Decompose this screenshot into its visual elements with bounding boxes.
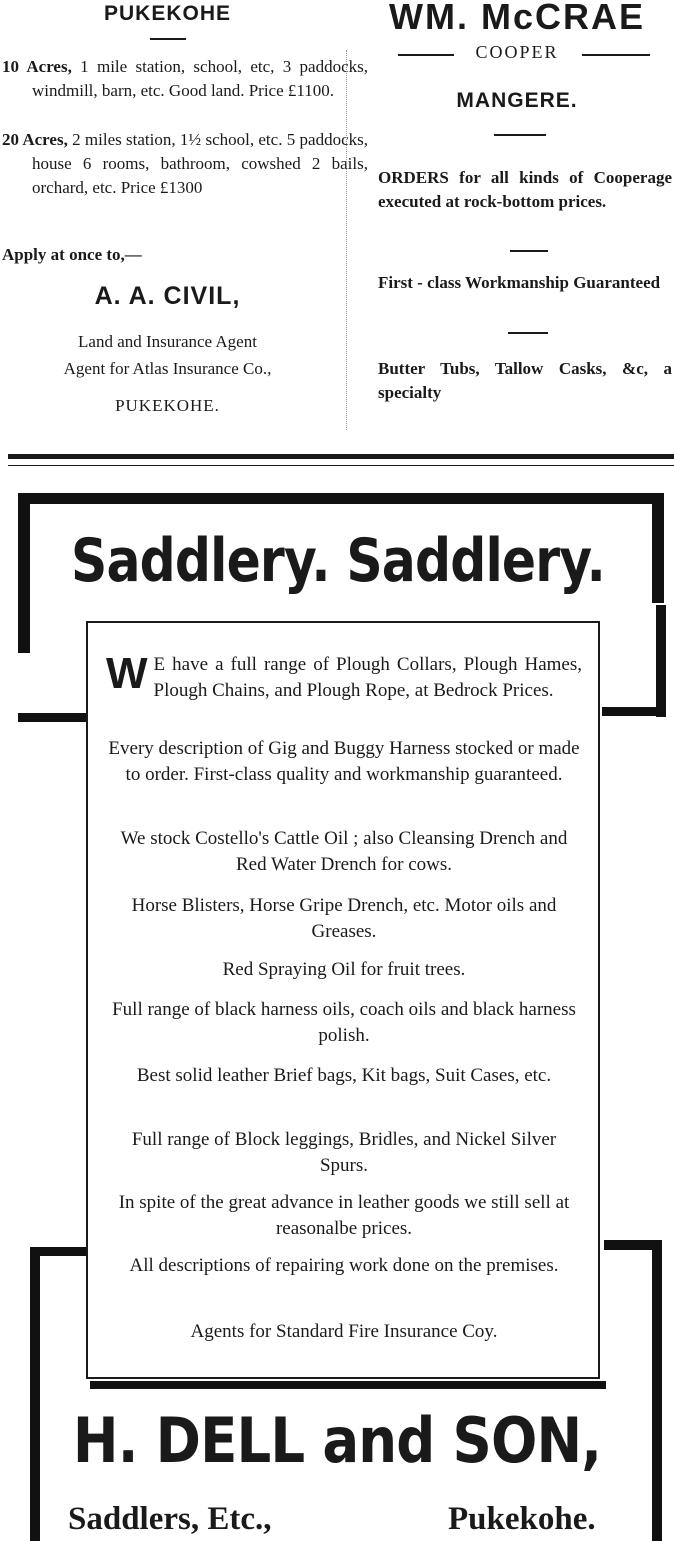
agent-town: PUKEKOHE.	[115, 396, 220, 415]
frame-left-foot	[18, 713, 86, 722]
listing-text: 1 mile station, school, etc, 3 paddocks, windmill, barn, etc. Good land. Price £1100.	[32, 57, 368, 100]
mccrae-heading: WM. McCRAE	[389, 0, 645, 37]
specialty-paragraph: Butter Tubs, Tallow Casks, &c, a specialty	[378, 359, 672, 402]
orders-paragraph: ORDERS for all kinds of Cooperage executed at rock-bottom prices.	[378, 168, 672, 211]
frame-right-bar-upper	[652, 493, 664, 603]
page-divider	[8, 454, 674, 459]
drop-cap: W	[106, 649, 148, 698]
spraying-oil-paragraph: Red Spraying Oil for fruit trees.	[222, 959, 466, 980]
harness-paragraph: Every description of Gig and Buggy Harness stocked or made to order. First-class quality and workmanship guaranteed.	[108, 738, 580, 785]
agent-line-2: Agent for Atlas Insurance Co.,	[63, 359, 272, 378]
section-rule	[494, 134, 546, 136]
trade-label: COOPER	[475, 42, 559, 62]
frame-right-foot	[602, 707, 666, 716]
land-listing-20-acres	[2, 128, 368, 200]
firm-name: H. DELL and SON,	[72, 1404, 602, 1477]
workmanship-paragraph: First - class Workmanship Guaranteed	[378, 273, 661, 292]
prices-paragraph: In spite of the great advance in leather goods we still sell at reasonalbe prices.	[118, 1192, 570, 1239]
frame-lower-band	[90, 1381, 606, 1389]
page-divider-thin	[8, 465, 674, 466]
frame-right-bar-lower	[656, 605, 666, 717]
land-listing-10-acres	[2, 55, 368, 103]
saddlery-headline: Saddlery. Saddlery.	[71, 526, 605, 596]
plough-collars-paragraph	[106, 649, 582, 704]
firm-town: Pukekohe.	[448, 1501, 596, 1537]
agent-description	[0, 328, 335, 382]
agent-name: A. A. CIVIL,	[94, 282, 241, 310]
frame-top-bar	[18, 493, 664, 504]
cattle-oil-paragraph: We stock Costello's Cattle Oil ; also Cleansing Drench and Red Water Drench for cows.	[120, 828, 568, 875]
mccrae-town: MANGERE.	[456, 89, 578, 112]
listing-lead: 10 Acres,	[2, 57, 72, 76]
paragraph-text: E have a full range of Plough Collars, Plough Hames, Plough Chains, and Plough Rope, at Bedrock Prices.	[153, 654, 582, 701]
horse-blisters-paragraph: Horse Blisters, Horse Gripe Drench, etc. Motor oils and Greases.	[131, 895, 557, 942]
insurance-agents-paragraph: Agents for Standard Fire Insurance Coy.	[190, 1321, 498, 1342]
agent-line-1: Land and Insurance Agent	[78, 332, 257, 351]
firm-trade: Saddlers, Etc.,	[68, 1501, 272, 1537]
section-rule	[510, 250, 548, 252]
repairing-paragraph: All descriptions of repairing work done on the premises.	[129, 1255, 559, 1276]
column-separator	[346, 50, 347, 430]
trade-dash-right	[582, 54, 650, 56]
pukekohe-heading: PUKEKOHE	[103, 2, 232, 25]
section-rule	[508, 332, 548, 334]
listing-text: 2 miles station, 1½ school, etc. 5 paddocks, house 6 rooms, bathroom, cowshed 2 bails, orchard, etc. Price £1300	[32, 130, 368, 197]
heading-rule	[150, 38, 186, 40]
leather-bags-paragraph: Best solid leather Brief bags, Kit bags, Suit Cases, etc.	[136, 1065, 552, 1086]
apply-line: Apply at once to,—	[2, 245, 142, 264]
listing-lead: 20 Acres,	[2, 130, 68, 149]
frame-left-bar	[18, 493, 30, 653]
frame-lower-right-bar	[652, 1240, 662, 1541]
frame-lower-left-bar	[30, 1247, 40, 1541]
leggings-paragraph: Full range of Block leggings, Bridles, and Nickel Silver Spurs.	[131, 1129, 557, 1176]
harness-oils-paragraph: Full range of black harness oils, coach oils and black harness polish.	[112, 999, 576, 1046]
